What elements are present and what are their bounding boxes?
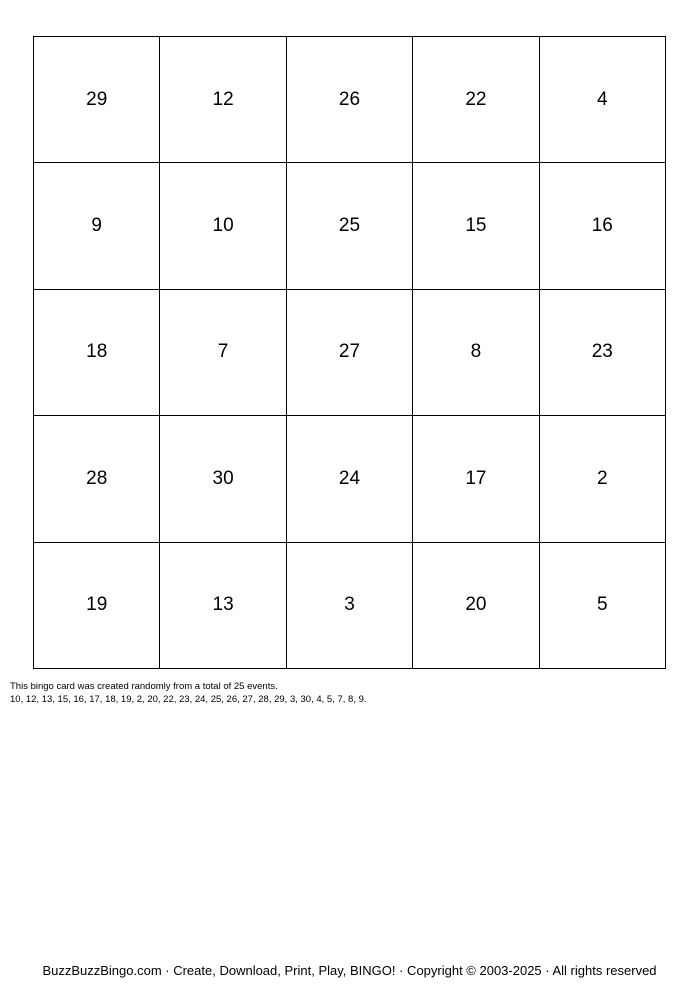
bingo-cell: 13 (160, 543, 286, 669)
bingo-cell: 16 (540, 163, 666, 289)
bingo-cell: 29 (34, 37, 160, 163)
bingo-cell: 20 (413, 543, 539, 669)
bingo-cell: 3 (287, 543, 413, 669)
bingo-cell: 30 (160, 416, 286, 542)
page-footer: BuzzBuzzBingo.com · Create, Download, Print, Play, BINGO! · Copyright © 2003-2025 · All rights reserved (42, 963, 657, 978)
bingo-cell: 5 (540, 543, 666, 669)
card-generation-note (10, 680, 690, 706)
bingo-cell: 25 (287, 163, 413, 289)
bingo-cell: 15 (413, 163, 539, 289)
bingo-cell: 22 (413, 37, 539, 163)
bingo-cell: 7 (160, 290, 286, 416)
bingo-cell: 9 (34, 163, 160, 289)
bingo-cell: 2 (540, 416, 666, 542)
bingo-cell: 27 (287, 290, 413, 416)
bingo-cell: 10 (160, 163, 286, 289)
bingo-cell: 23 (540, 290, 666, 416)
bingo-cell: 4 (540, 37, 666, 163)
bingo-cell: 24 (287, 416, 413, 542)
bingo-cell: 28 (34, 416, 160, 542)
bingo-cell: 18 (34, 290, 160, 416)
bingo-cell: 26 (287, 37, 413, 163)
bingo-cell: 19 (34, 543, 160, 669)
bingo-cell: 17 (413, 416, 539, 542)
bingo-card-grid (33, 36, 666, 669)
bingo-cell: 12 (160, 37, 286, 163)
bingo-cell: 8 (413, 290, 539, 416)
note-event-list: 10, 12, 13, 15, 16, 17, 18, 19, 2, 20, 22, 23, 24, 25, 26, 27, 28, 29, 3, 30, 4, 5, 7, 8, 9. (10, 694, 367, 705)
note-summary: This bingo card was created randomly from a total of 25 events. (10, 681, 278, 692)
